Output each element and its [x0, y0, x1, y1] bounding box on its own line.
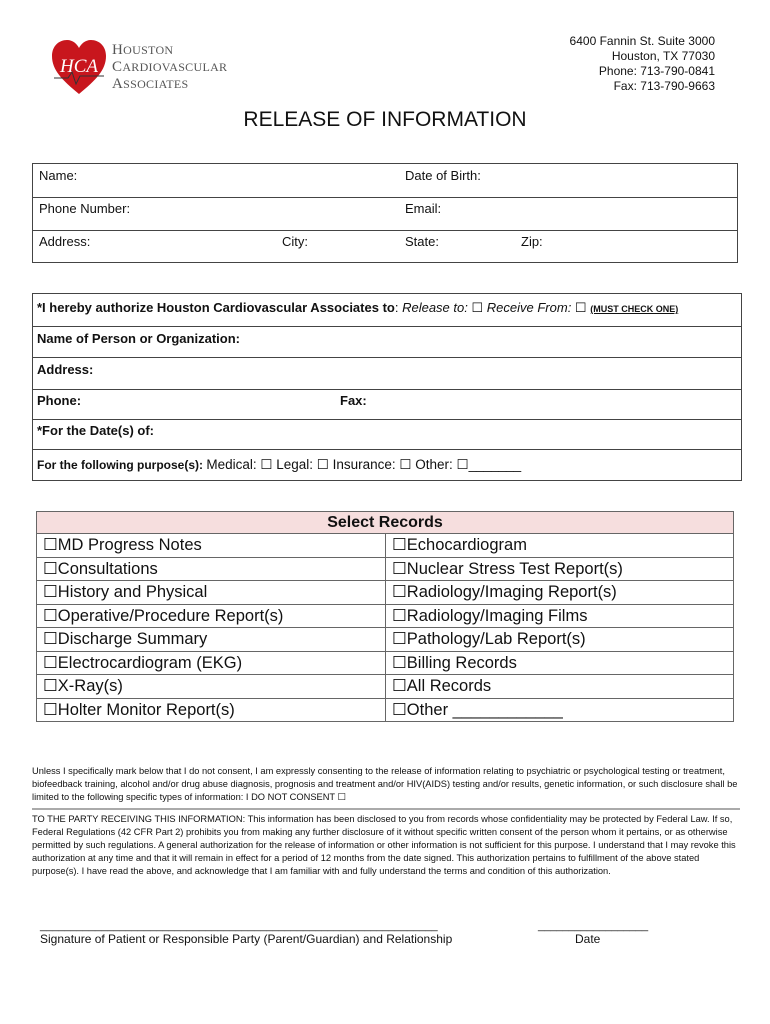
- release-to-label: Release to: [402, 300, 465, 315]
- release-to-checkbox[interactable]: ☐: [471, 300, 484, 315]
- record-option[interactable]: ☐Billing Records: [386, 651, 734, 675]
- date-label: Date: [575, 932, 601, 946]
- party-notice-paragraph: TO THE PARTY RECEIVING THIS INFORMATION: This information has been disclosed to you from records whose confidentiality may be protected by Federal Law. If so, Federal Regulations (42 CFR Part 2) prohibits you from making any further disclosure of it without specific written consent of the person whom it pertains, or as otherwise permitted by such regulations. A general authorization for the release of information or other information is not sufficient for this purpose. I understand that I may revoke this authorization at any time and that it will remain in effect for a period of 12 months from the date signed. This authorization pertains to fulfillment of the above stated purpose(s). I have read the above, and acknowledge that I am familiar with and fully understand the terms and condition of this authorization.: [32, 814, 736, 876]
- record-option[interactable]: ☐Radiology/Imaging Films: [386, 604, 734, 628]
- record-option[interactable]: ☐All Records: [386, 675, 734, 699]
- record-option[interactable]: ☐MD Progress Notes: [37, 534, 386, 558]
- table-row: [37, 534, 734, 558]
- logo-line1: HOUSTON: [112, 42, 174, 58]
- patient-row-phone: [33, 197, 737, 231]
- record-option[interactable]: ☐Nuclear Stress Test Report(s): [386, 557, 734, 581]
- logo-text: [112, 42, 227, 93]
- city-field[interactable]: City:: [282, 234, 308, 249]
- date-line[interactable]: __________________: [538, 920, 649, 932]
- phone-field[interactable]: Phone Number:: [39, 201, 131, 216]
- authorization-box: [32, 293, 742, 481]
- receive-from-checkbox[interactable]: ☐: [574, 300, 587, 315]
- patient-row-name: [33, 164, 737, 198]
- record-option[interactable]: ☐Operative/Procedure Report(s): [37, 604, 386, 628]
- logo-line1-rest: OUSTON: [123, 43, 174, 57]
- auth-row-org: [33, 326, 741, 358]
- patient-row-address: [33, 230, 737, 263]
- auth-lead: *I hereby authorize Houston Cardiovascular Associates to: [37, 300, 395, 315]
- hca-logo: [48, 36, 110, 98]
- auth-address-field[interactable]: Address:: [37, 362, 94, 377]
- page-title: RELEASE OF INFORMATION: [243, 108, 527, 131]
- record-option[interactable]: ☐Electrocardiogram (EKG): [37, 651, 386, 675]
- auth-fax-field[interactable]: Fax:: [340, 393, 367, 408]
- divider: [32, 808, 740, 810]
- auth-row-purpose: [33, 449, 741, 480]
- address-phone: Phone: 713-790-0841: [598, 64, 715, 78]
- logo-monogram: HCA: [60, 56, 98, 77]
- auth-row-address: [33, 357, 741, 390]
- auth-row-phone: [33, 389, 741, 420]
- signature-label: Signature of Patient or Responsible Party (Parent/Guardian) and Relationship: [40, 932, 453, 946]
- records-header: Select Records: [37, 512, 734, 534]
- record-option[interactable]: ☐Radiology/Imaging Report(s): [386, 581, 734, 605]
- dates-field[interactable]: *For the Date(s) of:: [37, 423, 154, 438]
- address-city: Houston, TX 77030: [611, 49, 715, 63]
- record-option[interactable]: ☐Discharge Summary: [37, 628, 386, 652]
- record-option[interactable]: ☐Echocardiogram: [386, 534, 734, 558]
- record-option[interactable]: ☐Consultations: [37, 557, 386, 581]
- patient-info-box: [32, 163, 738, 263]
- receive-from-label: Receive From: [486, 300, 568, 315]
- address-fax: Fax: 713-790-9663: [613, 79, 715, 93]
- logo-line3: ASSOCIATES: [112, 76, 189, 92]
- address-street: 6400 Fannin St. Suite 3000: [569, 34, 715, 48]
- table-row: [37, 675, 734, 699]
- purpose-label: For the following purpose(s):: [37, 458, 203, 472]
- consent-paragraph: Unless I specifically mark below that I do not consent, I am expressly consenting to the release of information relating to psychiatric or psychological testing or treatment, biofeedback training, alcohol and/or drug abuse diagnosis, prognosis and treatment and/or HIV(AIDS) testing and/or results, genetic information, or such disclosure shall be limited to the following specific types of information: I DO NOT CONSENT ☐: [32, 766, 738, 802]
- table-row: [37, 651, 734, 675]
- records-table: [36, 511, 734, 722]
- clinic-address: [570, 34, 715, 94]
- table-row: [37, 557, 734, 581]
- auth-row-lead: *I hereby authorize Houston Cardiovascular Associates to: Release to: ☐ Receive From: ☐ (MUST CHECK ONE): [33, 294, 741, 327]
- records-header-row: [37, 512, 734, 534]
- address-field[interactable]: Address:: [39, 234, 91, 249]
- state-field[interactable]: State:: [405, 234, 439, 249]
- record-option[interactable]: ☐X-Ray(s): [37, 675, 386, 699]
- signature-line[interactable]: _________________________________________________________________: [40, 920, 438, 932]
- record-option[interactable]: ☐Holter Monitor Report(s): [37, 698, 386, 722]
- auth-row-dates: [33, 419, 741, 450]
- record-option[interactable]: ☐Pathology/Lab Report(s): [386, 628, 734, 652]
- table-row: [37, 698, 734, 722]
- record-option[interactable]: ☐History and Physical: [37, 581, 386, 605]
- org-field[interactable]: Name of Person or Organization:: [37, 331, 240, 346]
- logo-line2: CARDIOVASCULAR: [112, 59, 228, 75]
- auth-phone-field[interactable]: Phone:: [37, 393, 82, 408]
- name-field[interactable]: Name:: [39, 168, 78, 183]
- must-check-one: (MUST CHECK ONE): [590, 304, 679, 314]
- table-row: [37, 628, 734, 652]
- email-field[interactable]: Email:: [405, 201, 442, 216]
- record-option[interactable]: ☐Other ____________: [386, 698, 734, 722]
- table-row: [37, 604, 734, 628]
- purpose-options[interactable]: Medical: ☐ Legal: ☐ Insurance: ☐ Other: ☐_______: [206, 457, 522, 472]
- zip-field[interactable]: Zip:: [521, 234, 543, 249]
- table-row: [37, 581, 734, 605]
- dob-field[interactable]: Date of Birth:: [405, 168, 481, 183]
